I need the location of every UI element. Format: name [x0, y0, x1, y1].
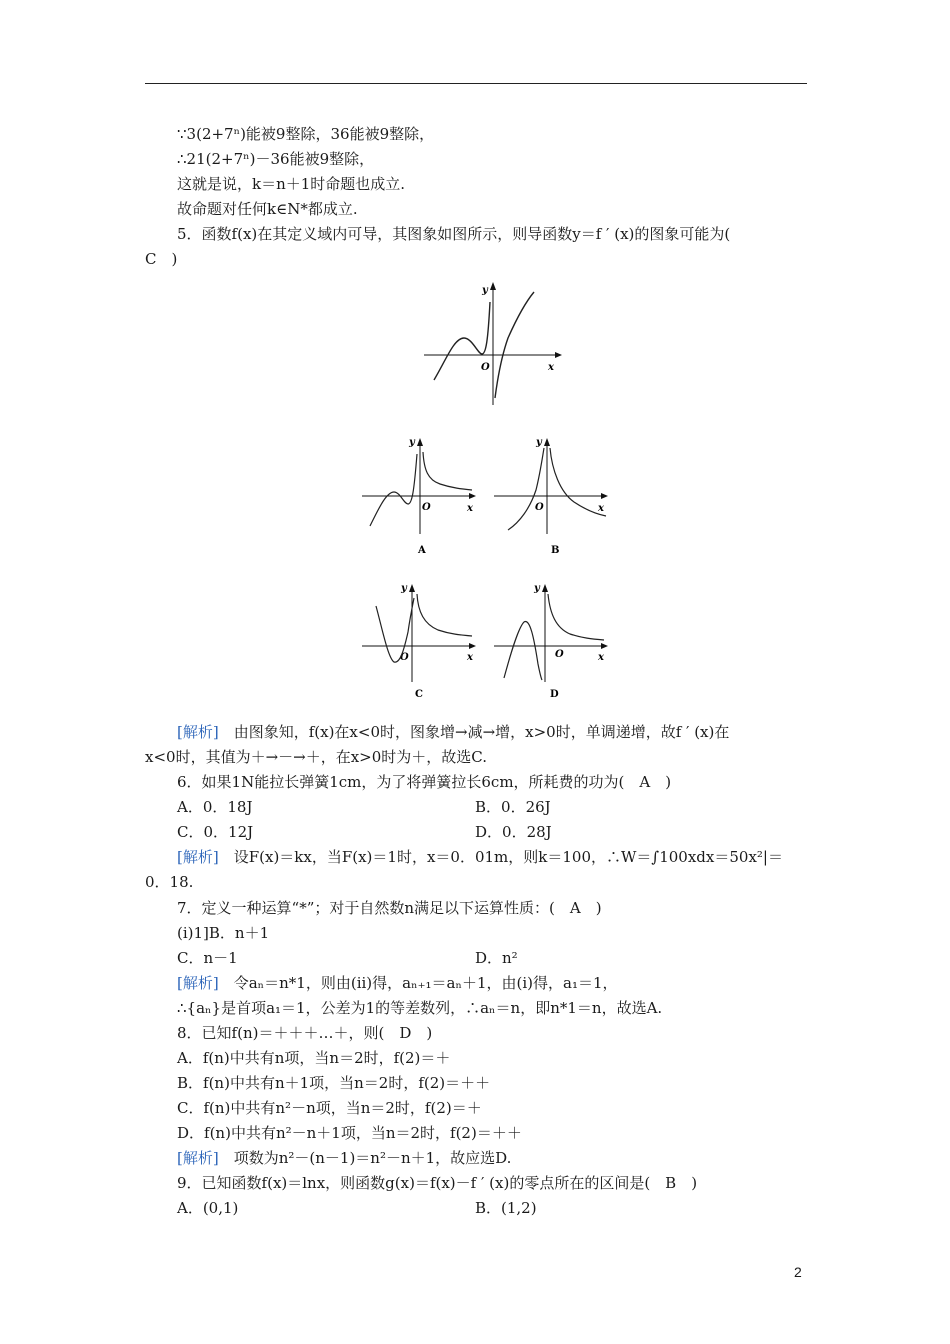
analysis-tag: [解析] — [177, 974, 219, 992]
option-a-graph — [360, 430, 485, 560]
analysis-tag: [解析] — [177, 848, 219, 866]
axis-y-label: y — [409, 437, 415, 448]
question-5-answer: C ) — [145, 250, 178, 268]
axis-y-label: y — [534, 583, 540, 594]
analysis-text: 0．18. — [145, 873, 194, 891]
text-line: ∴21(2+7ⁿ)－36能被9整除， — [177, 150, 375, 168]
option-b-label: B — [551, 545, 560, 556]
header-rule — [145, 83, 807, 84]
analysis-text: 项数为n²－(n－1)＝n²－n＋1，故应选D. — [218, 1149, 512, 1167]
analysis-tag: [解析] — [177, 723, 219, 741]
analysis-text: 设F(x)＝kx，当F(x)＝1时，x＝0．01m，则k＝100，∴W＝∫100xdx＝50x²|＝ — [218, 848, 783, 866]
axis-x-label: x — [548, 362, 554, 373]
origin-label: O — [555, 649, 564, 660]
option-c-label: C — [415, 689, 423, 700]
option-b: B．(1,2) — [475, 1199, 537, 1217]
question-5: 5．函数f(x)在其定义域内可导，其图象如图所示，则导函数y＝f ′ (x)的图象可能为( — [177, 225, 731, 243]
function-graph-figure — [420, 280, 570, 410]
text-line: 故命题对任何k∈N*都成立. — [177, 200, 358, 218]
page-number: 2 — [794, 1264, 802, 1280]
axis-y-label: y — [536, 437, 542, 448]
axis-y-label: y — [482, 285, 488, 296]
option-d: D．n² — [475, 949, 518, 967]
analysis-text: ∴{aₙ}是首项a₁＝1，公差为1的等差数列，∴aₙ＝n，即n*1＝n，故选A. — [177, 999, 663, 1017]
option-b-graph — [490, 430, 615, 560]
option-a-label: A — [418, 545, 426, 556]
option-a: (i)1]B．n＋1 — [177, 924, 270, 942]
question-9: 9．已知函数f(x)＝lnx，则函数g(x)＝f(x)－f ′ (x)的零点所在的区间是( B ) — [177, 1174, 698, 1192]
origin-label: O — [481, 362, 490, 373]
question-7: 7．定义一种运算“*”；对于自然数n满足以下运算性质：( A ) — [177, 899, 602, 917]
axis-x-label: x — [467, 503, 473, 514]
analysis-text: x<0时，其值为＋→－→＋，在x>0时为＋，故选C. — [145, 748, 487, 766]
question-8: 8．已知f(n)＝＋＋＋…＋，则( D ) — [177, 1024, 433, 1042]
option-a: A．f(n)中共有n项，当n＝2时，f(2)＝＋ — [177, 1049, 451, 1067]
axis-x-label: x — [598, 652, 604, 663]
analysis-block — [177, 1148, 511, 1168]
text-line: 这就是说，k＝n＋1时命题也成立. — [177, 175, 406, 193]
analysis-text: 令aₙ＝n*1，则由(ii)得，aₙ₊₁＝aₙ＋1，由(i)得，a₁＝1， — [218, 974, 618, 992]
option-b: B．0．26J — [475, 798, 551, 816]
axis-x-label: x — [467, 652, 473, 663]
origin-label: O — [535, 502, 544, 513]
analysis-text: 由图象知，f(x)在x<0时，图象增→减→增，x>0时，单调递增，故f ′ (x)在 — [218, 723, 730, 741]
option-d: D．f(n)中共有n²－n＋1项，当n＝2时，f(2)＝＋＋ — [177, 1124, 522, 1142]
option-b: B．f(n)中共有n＋1项，当n＝2时，f(2)＝＋＋ — [177, 1074, 491, 1092]
origin-label: O — [400, 652, 409, 663]
question-6: 6．如果1N能拉长弹簧1cm，为了将弹簧拉长6cm，所耗费的功为( A ) — [177, 773, 672, 791]
option-d-label: D — [550, 689, 559, 700]
option-c: C．0．12J — [177, 823, 254, 841]
option-c-graph — [360, 578, 485, 708]
axis-x-label: x — [598, 503, 604, 514]
option-d-graph — [490, 578, 615, 708]
option-a: A．(0,1) — [177, 1199, 239, 1217]
axis-y-label: y — [401, 583, 407, 594]
option-a: A．0．18J — [177, 798, 253, 816]
analysis-block — [177, 847, 783, 867]
option-c: C．n－1 — [177, 949, 238, 967]
text-line: ∵3(2+7ⁿ)能被9整除，36能被9整除， — [177, 125, 435, 143]
analysis-block — [177, 973, 618, 993]
option-d: D．0．28J — [475, 823, 552, 841]
option-c: C．f(n)中共有n²－n项，当n＝2时，f(2)＝＋ — [177, 1099, 482, 1117]
analysis-block — [177, 722, 729, 742]
analysis-tag: [解析] — [177, 1149, 219, 1167]
origin-label: O — [422, 502, 431, 513]
